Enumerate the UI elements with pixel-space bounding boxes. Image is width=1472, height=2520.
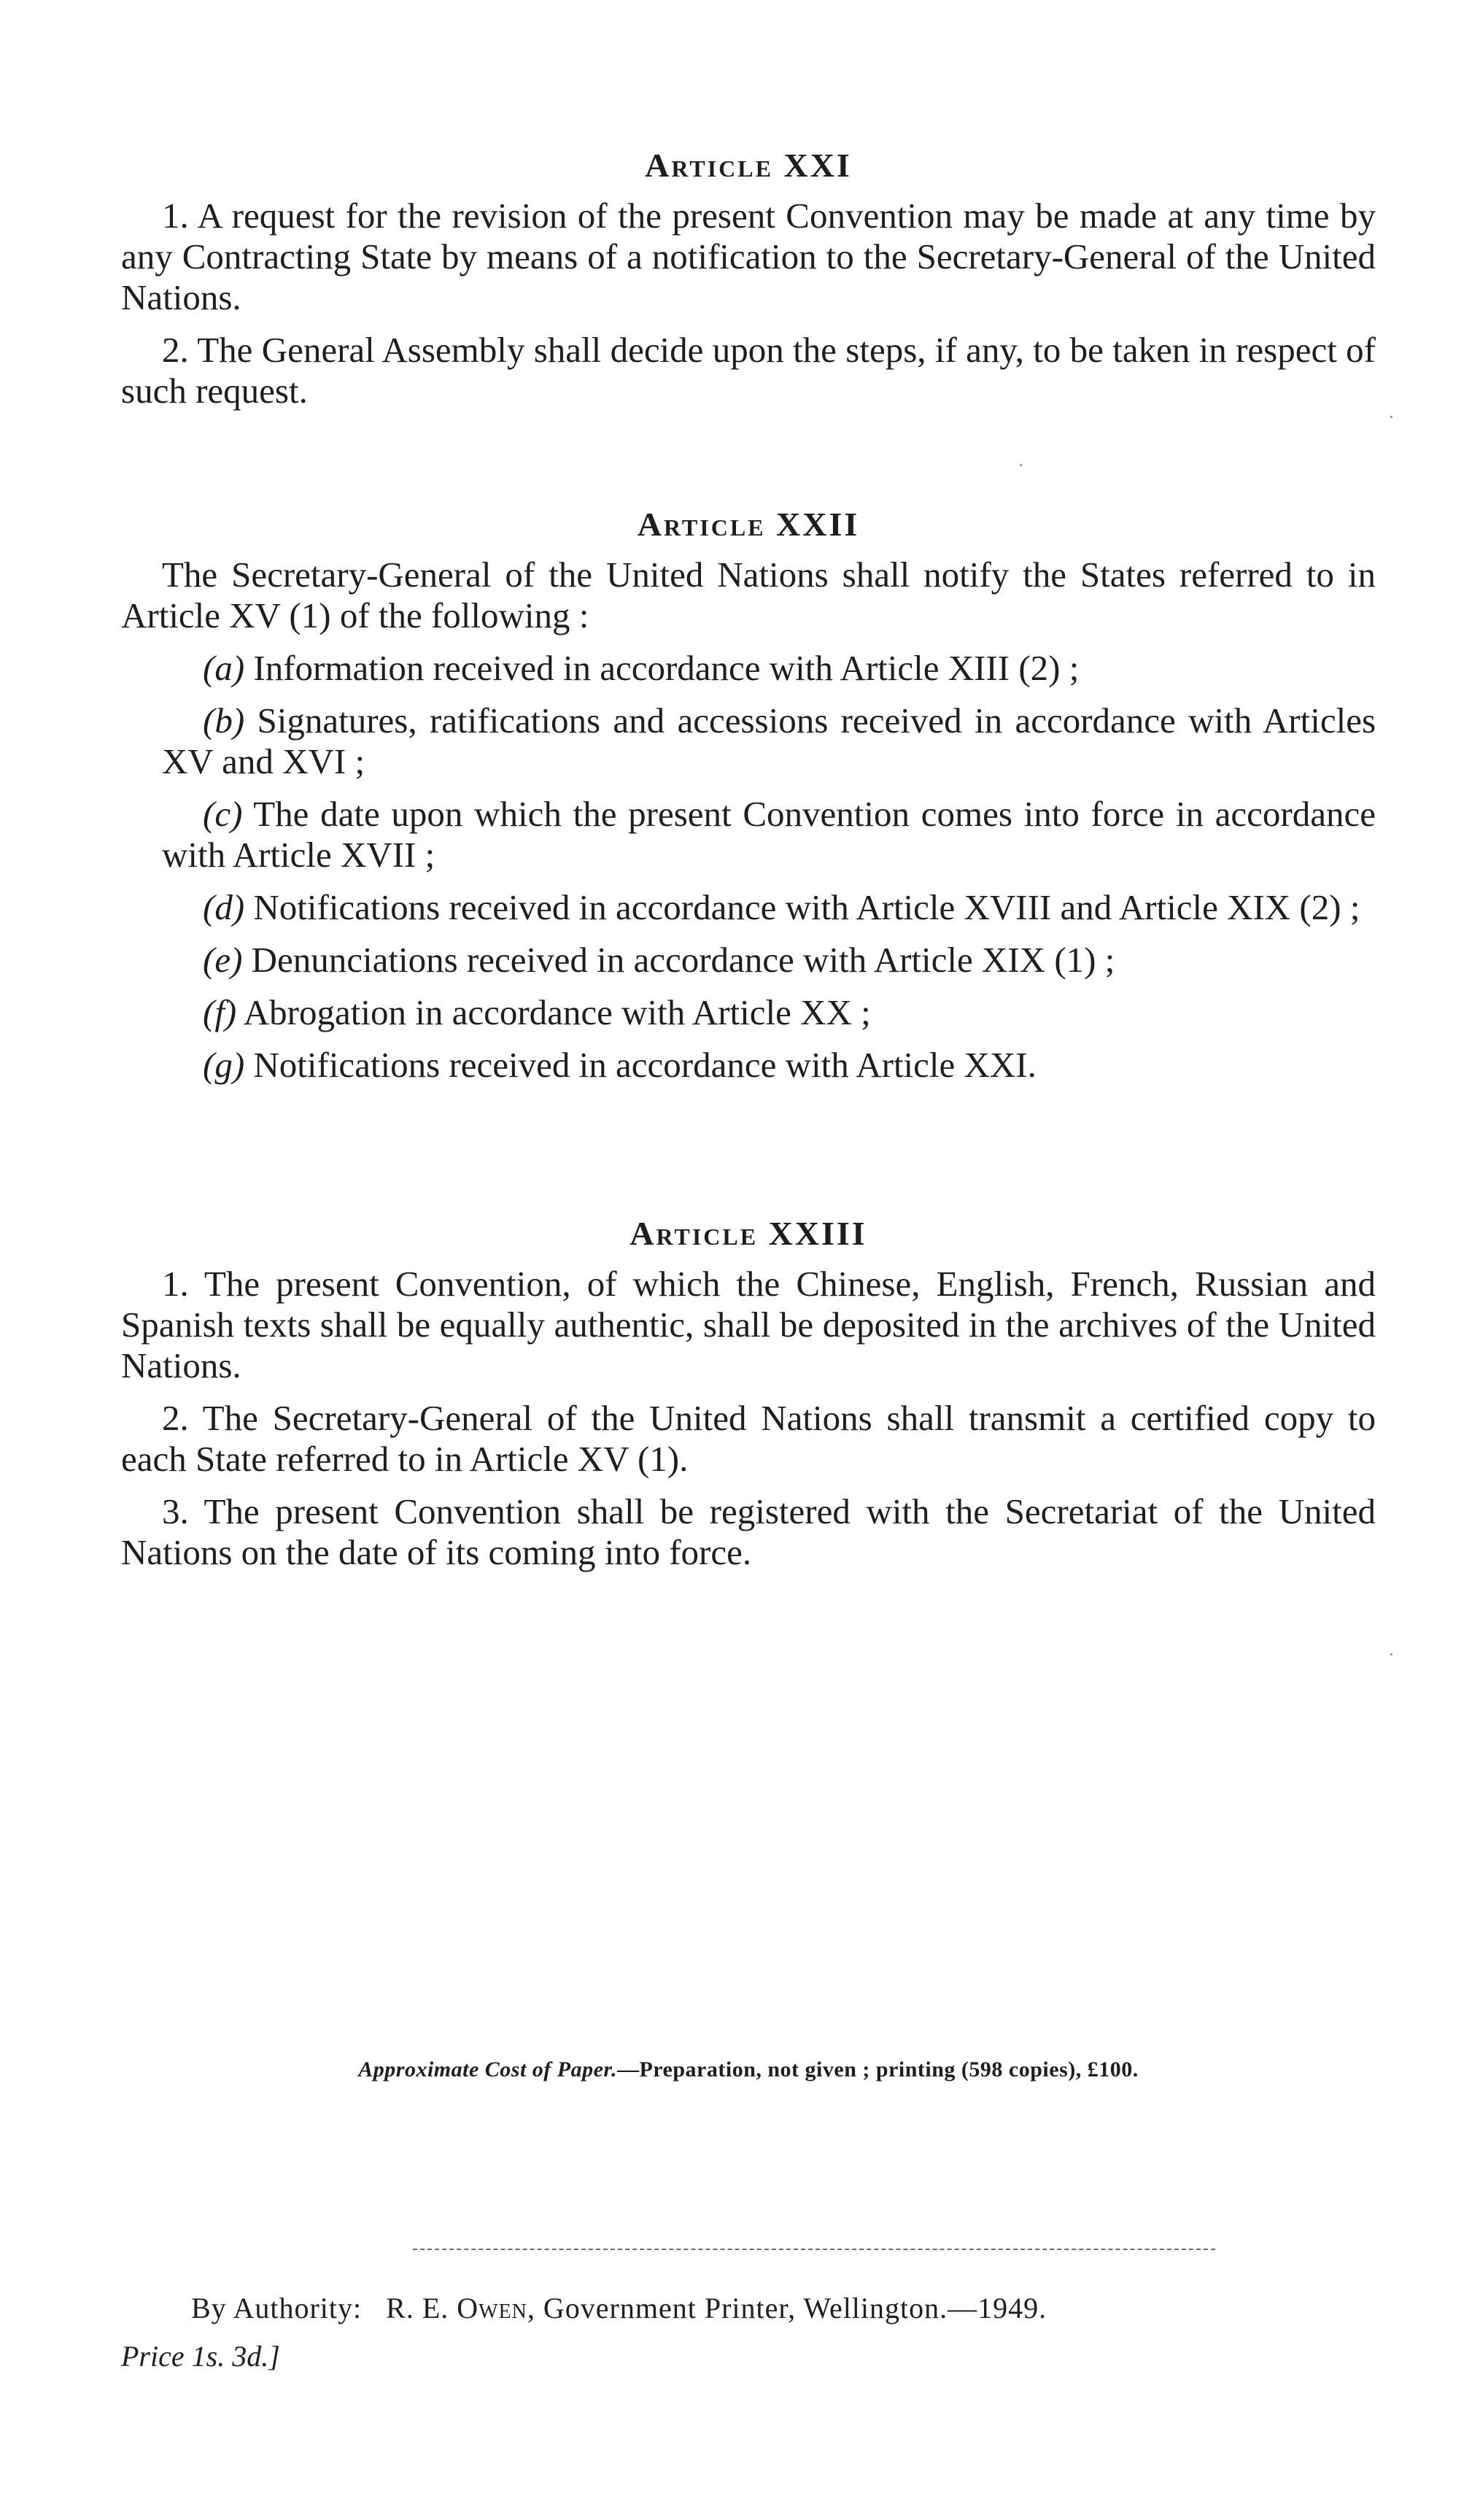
item-text: Signatures, ratifications and accessions received in accordance with Articles XV and XVI ; [162,700,1376,781]
list-item [121,887,1376,928]
scan-speck [1020,464,1022,466]
scan-speck [1390,416,1392,418]
item-text: Notifications received in accordance with Article XVIII and Article XIX (2) ; [253,887,1360,927]
list-item [121,700,1376,782]
item-marker: (f) [203,992,237,1032]
article-paragraph: 3. The present Convention shall be registered with the Secretariat of the United Nations on the date of its coming into force. [121,1491,1376,1572]
item-marker: (g) [203,1045,245,1085]
list-item [121,648,1376,689]
cost-text: —Preparation, not given ; printing (598 copies), £100. [616,2057,1139,2082]
article-heading: Article XXII [637,506,860,543]
imprint-prefix: By Authority: [191,2292,363,2324]
article-paragraph: 2. The Secretary-General of the United Nations shall transmit a certified copy to each State referred to in Article XV (1). [121,1398,1376,1479]
item-text: Notifications received in accordance with Article XXI. [253,1045,1037,1085]
cost-note [121,2057,1376,2082]
article-paragraph: 1. The present Convention, of which the Chinese, English, French, Russian and Spanish texts shall be equally authentic, shall be deposited in the archives of the United Nations. [121,1264,1376,1385]
document-page [121,0,1376,2520]
printer-imprint [191,2291,1047,2325]
article-heading: Article XXI [645,147,852,184]
printer-name: R. E. Owen, [386,2292,535,2324]
item-marker: (c) [203,794,243,834]
list-item [121,940,1376,981]
item-text: Denunciations received in accordance with Article XIX (1) ; [251,940,1115,980]
item-text: Information received in accordance with Article XIII (2) ; [253,648,1080,688]
item-marker: (b) [203,700,245,741]
list-item [121,1045,1376,1086]
item-marker: (d) [203,887,245,927]
cost-label: Approximate Cost of Paper. [358,2057,617,2082]
list-item [121,992,1376,1033]
article-intro: The Secretary-General of the United Nations shall notify the States referred to in Article XV (1) of the following : [121,554,1376,635]
scan-speck [1390,1653,1392,1655]
imprint-rest: Government Printer, Wellington.—1949. [543,2292,1047,2324]
divider-rule [413,2249,1215,2250]
item-text: Abrogation in accordance with Article XX ; [243,992,871,1032]
article-heading: Article XXIII [630,1215,867,1252]
item-text: The date upon which the present Convention comes into force in accordance with Article XVII ; [162,794,1376,875]
list-item [121,794,1376,876]
item-marker: (a) [203,648,245,688]
article-paragraph: 1. A request for the revision of the present Convention may be made at any time by any Contracting State by means of a notification to the Secretary-General of the United Nations. [121,196,1376,317]
article-xxi [121,143,1376,423]
price-line: Price 1s. 3d.] [121,2340,280,2373]
item-marker: (e) [203,940,243,980]
notification-list [121,648,1376,1086]
article-xxii [121,502,1376,1097]
article-xxiii [121,1211,1376,1585]
article-paragraph: 2. The General Assembly shall decide upon the steps, if any, to be taken in respect of such request. [121,330,1376,411]
